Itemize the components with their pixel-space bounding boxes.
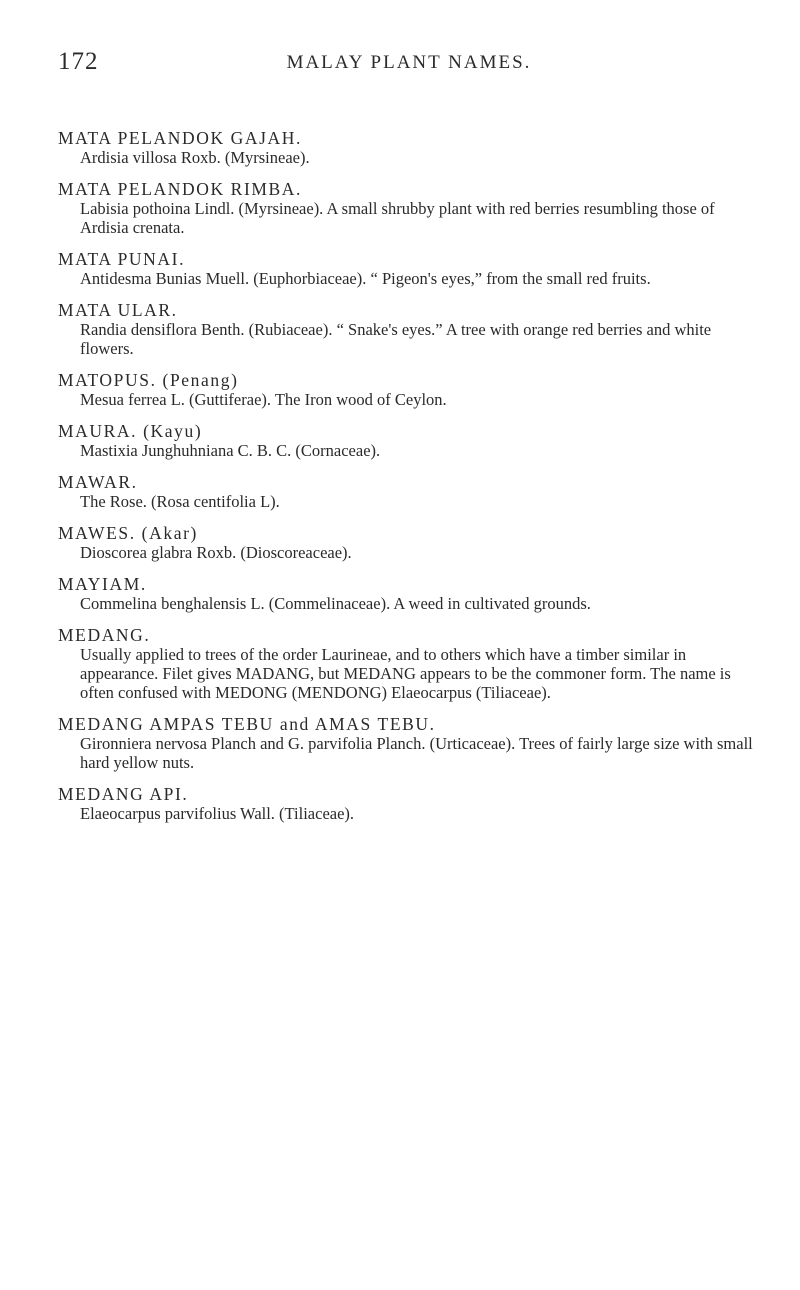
entry-text: Antidesma Bunias Muell. (Euphorbiaceae). “ Pigeon's eyes,” from the small red fruits. bbox=[80, 269, 651, 288]
entry-text: Mesua ferrea L. (Guttiferae). The Iron wood of Ceylon. bbox=[80, 390, 447, 409]
entry bbox=[58, 714, 764, 772]
entry-headword: MEDANG API. bbox=[58, 784, 189, 804]
entry-list bbox=[58, 128, 764, 835]
entry-text: Elaeocarpus parvifolius Wall. (Tiliaceae). bbox=[80, 804, 355, 823]
entry-text: Usually applied to trees of the order Laurineae, and to others which have a timber similar in appearance. Filet gives MADANG, but MEDANG appears to be the commoner form. The name is often confused with MEDONG (MENDONG) Elaeocarpus (Tiliaceae). bbox=[80, 645, 731, 702]
entry-text: Gironniera nervosa Planch and G. parvifolia Planch. (Urticaceae). Trees of fairly large size with small hard yellow nuts. bbox=[80, 734, 753, 772]
entry-body bbox=[58, 269, 764, 288]
entry-body bbox=[58, 320, 764, 358]
entry-body bbox=[58, 804, 764, 823]
entry-headword: MATOPUS. (Penang) bbox=[58, 370, 239, 390]
entry bbox=[58, 523, 764, 562]
entry-text: Randia densiflora Benth. (Rubiaceae). “ Snake's eyes.” A tree with orange red berries and white flowers. bbox=[80, 320, 712, 358]
entry bbox=[58, 128, 764, 167]
page-number: 172 bbox=[58, 48, 99, 75]
entry-headword: MAWAR. bbox=[58, 472, 138, 492]
entry-text: The Rose. (Rosa centifolia L). bbox=[80, 492, 280, 511]
entry-text: Dioscorea glabra Roxb. (Dioscoreaceae). bbox=[80, 543, 352, 562]
entry-body bbox=[58, 390, 764, 409]
entry-headword: MATA ULAR. bbox=[58, 300, 178, 320]
entry-body bbox=[58, 441, 764, 460]
entry bbox=[58, 300, 764, 358]
entry-headword: MAWES. (Akar) bbox=[58, 523, 198, 543]
entry-body bbox=[58, 594, 764, 613]
entry bbox=[58, 574, 764, 613]
entry-text: Labisia pothoina Lindl. (Myrsineae). A small shrubby plant with red berries resumbling those of Ardisia crenata. bbox=[80, 199, 715, 237]
entry-text: Mastixia Junghuhniana C. B. C. (Cornaceae). bbox=[80, 441, 381, 460]
entry-headword: MEDANG. bbox=[58, 625, 151, 645]
entry-body bbox=[58, 734, 764, 772]
entry-headword: MATA PUNAI. bbox=[58, 249, 186, 269]
entry-text: Ardisia villosa Roxb. (Myrsineae). bbox=[80, 148, 310, 167]
entry-body bbox=[58, 543, 764, 562]
entry-text: Commelina benghalensis L. (Commelinaceae). A weed in cultivated grounds. bbox=[80, 594, 591, 613]
entry bbox=[58, 249, 764, 288]
entry-headword: MAYIAM. bbox=[58, 574, 147, 594]
entry-body bbox=[58, 199, 764, 237]
entry-headword: MEDANG AMPAS TEBU and AMAS TEBU. bbox=[58, 714, 436, 734]
running-head bbox=[58, 48, 760, 78]
entry-body bbox=[58, 492, 764, 511]
entry-body bbox=[58, 645, 764, 702]
running-title: MALAY PLANT NAMES. bbox=[286, 52, 532, 73]
entry-headword: MATA PELANDOK RIMBA. bbox=[58, 179, 303, 199]
entry-headword: MATA PELANDOK GAJAH. bbox=[58, 128, 303, 148]
entry-headword: MAURA. (Kayu) bbox=[58, 421, 203, 441]
entry bbox=[58, 625, 764, 702]
entry bbox=[58, 472, 764, 511]
entry bbox=[58, 421, 764, 460]
entry bbox=[58, 370, 764, 409]
entry bbox=[58, 179, 764, 237]
entry-body bbox=[58, 148, 764, 167]
entry bbox=[58, 784, 764, 823]
